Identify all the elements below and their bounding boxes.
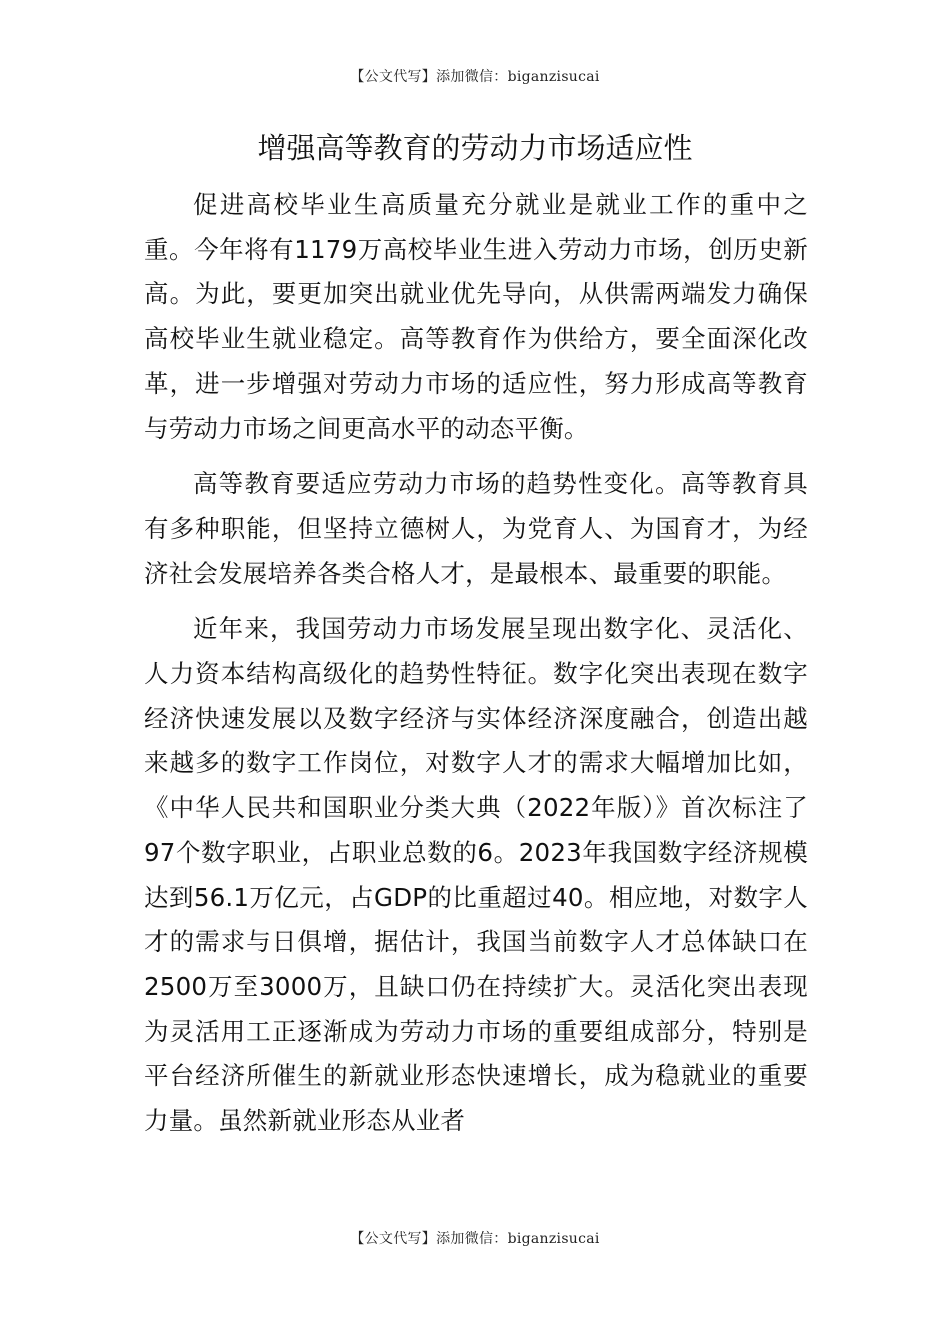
paragraph: 促进高校毕业生高质量充分就业是就业工作的重中之重。今年将有1179万高校毕业生进入劳动力市场，创历史新高。为此，要更加突出就业优先导向，从供需两端发力确保高校毕业生就业稳定。高等教育作为供给方，要全面深化改革，进一步增强对劳动力市场的适应性，努力形成高等教育与劳动力市场之间更高水平的动态平衡。 — [144, 190, 808, 443]
document-title: 增强高等教育的劳动力市场适应性 — [257, 131, 693, 165]
page-footer: 【公文代写】添加微信：biganzisucai — [350, 1231, 600, 1247]
page-header: 【公文代写】添加微信：biganzisucai — [350, 69, 600, 85]
paragraph: 近年来，我国劳动力市场发展呈现出数字化、灵活化、人力资本结构高级化的趋势性特征。数字化突出表现在数字经济快速发展以及数字经济与实体经济深度融合，创造出越来越多的数字工作岗位，对数字人才的需求大幅增加比如，《中华人民共和国职业分类大典（2022年版）》首次标注了97个数字职业，占职业总数的6。2023年我国数字经济规模达到56.1万亿元，占GDP的比重超过40。相应地，对数字人才的需求与日俱增，据估计，我国当前数字人才总体缺口在2500万至3000万，且缺口仍在持续扩大。灵活化突出表现为灵活用工正逐渐成为劳动力市场的重要组成部分，特别是平台经济所催生的新就业形态快速增长，成为稳就业的重要力量。虽然新就业形态从业者 — [144, 614, 808, 1136]
document-body — [144, 183, 808, 1155]
paragraph: 高等教育要适应劳动力市场的趋势性变化。高等教育具有多种职能，但坚持立德树人，为党育人、为国育才，为经济社会发展培养各类合格人才，是最根本、最重要的职能。 — [144, 469, 808, 588]
